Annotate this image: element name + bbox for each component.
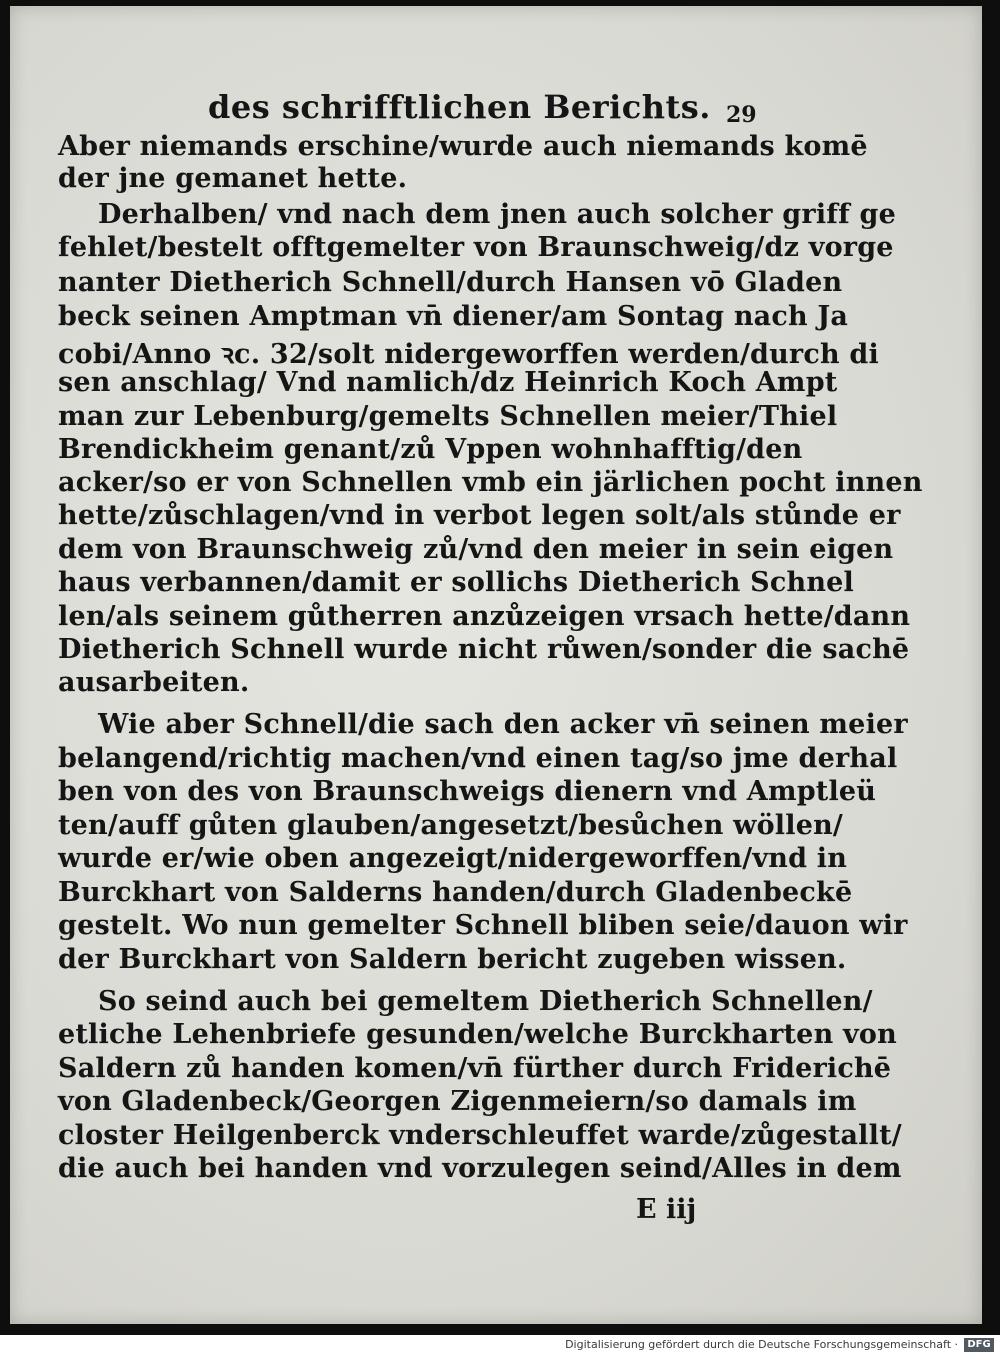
funding-credit: Digitalisierung gefördert durch die Deutsche Forschungsgemeinschaft ·	[565, 1338, 958, 1351]
text-line: wurde er/wie oben angezeigt/nidergeworffen/vnd in	[58, 843, 848, 874]
footer-strip	[0, 1335, 1000, 1357]
text-line: Saldern zů handen komen/vn̄ fürther durch Friderichē	[58, 1053, 892, 1084]
book-page	[10, 6, 982, 1324]
text-line: der Burckhart von Saldern bericht zugeben wissen.	[58, 944, 847, 975]
text-line: von Gladenbeck/Georgen Zigenmeiern/so damals im	[58, 1086, 857, 1117]
text-line: Dietherich Schnell wurde nicht růwen/sonder die sachē	[58, 634, 910, 665]
text-line: ten/auff gůten glauben/angesetzt/besůchen wöllen/	[58, 810, 843, 841]
page-number: 29	[726, 102, 757, 128]
text-line: len/als seinem gůtherren anzůzeigen vrsach hette/dann	[58, 601, 911, 632]
text-line: Brendickheim genant/zů Vppen wohnhafftig/den	[58, 434, 803, 465]
signature-mark: E iij	[636, 1194, 697, 1225]
text-line: acker/so er von Schnellen vmb ein järlichen pocht innen	[58, 467, 923, 498]
text-line: haus verbannen/damit er sollichs Dietherich Schnel	[58, 567, 854, 598]
text-line: fehlet/bestelt offtgemelter von Braunschweig/dz vorge	[58, 232, 894, 263]
text-line: So seind auch bei gemeltem Dietherich Schnellen/	[98, 986, 873, 1017]
text-line: closter Heilgenberck vnderschleuffet warde/zůgestallt/	[58, 1120, 902, 1151]
text-line: ausarbeiten.	[58, 667, 250, 698]
text-line: belangend/richtig machen/vnd einen tag/so jme derhal	[58, 743, 898, 774]
text-line: man zur Lebenburg/gemelts Schnellen meier/Thiel	[58, 401, 838, 432]
text-line: Wie aber Schnell/die sach den acker vn̄ seinen meier	[98, 709, 908, 740]
dfg-logo: DFG	[964, 1338, 994, 1352]
text-line: gestelt. Wo nun gemelter Schnell bliben seie/dauon wir	[58, 910, 908, 941]
text-line: beck seinen Amptman vn̄ diener/am Sontag nach Ja	[58, 301, 849, 332]
text-line: etliche Lehenbriefe gesunden/welche Burckharten von	[58, 1019, 897, 1050]
text-line: der jne gemanet hette.	[58, 163, 408, 194]
text-line: die auch bei handen vnd vorzulegen seind/Alles in dem	[58, 1153, 902, 1184]
text-line: cobi/Anno ꝛc. 32/solt nidergeworffen werden/durch di	[58, 339, 879, 370]
text-line: ben von des von Braunschweigs dienern vnd Amptleü	[58, 776, 877, 807]
text-line: Aber niemands erschine/wurde auch niemands komē	[58, 131, 868, 162]
text-line: Burckhart von Salderns handen/durch Gladenbeckē	[58, 877, 853, 908]
text-line: sen anschlag/ Vnd namlich/dz Heinrich Koch Ampt	[58, 367, 838, 398]
text-line: hette/zůschlagen/vnd in verbot legen solt/als stůnde er	[58, 500, 901, 531]
text-line: dem von Braunschweig zů/vnd den meier in sein eigen	[58, 534, 894, 565]
text-line: Derhalben/ vnd nach dem jnen auch solcher griff ge	[98, 199, 896, 230]
running-head: des schrifftlichen Berichts.	[208, 88, 711, 126]
text-line: nanter Dietherich Schnell/durch Hansen vō Gladen	[58, 267, 843, 298]
